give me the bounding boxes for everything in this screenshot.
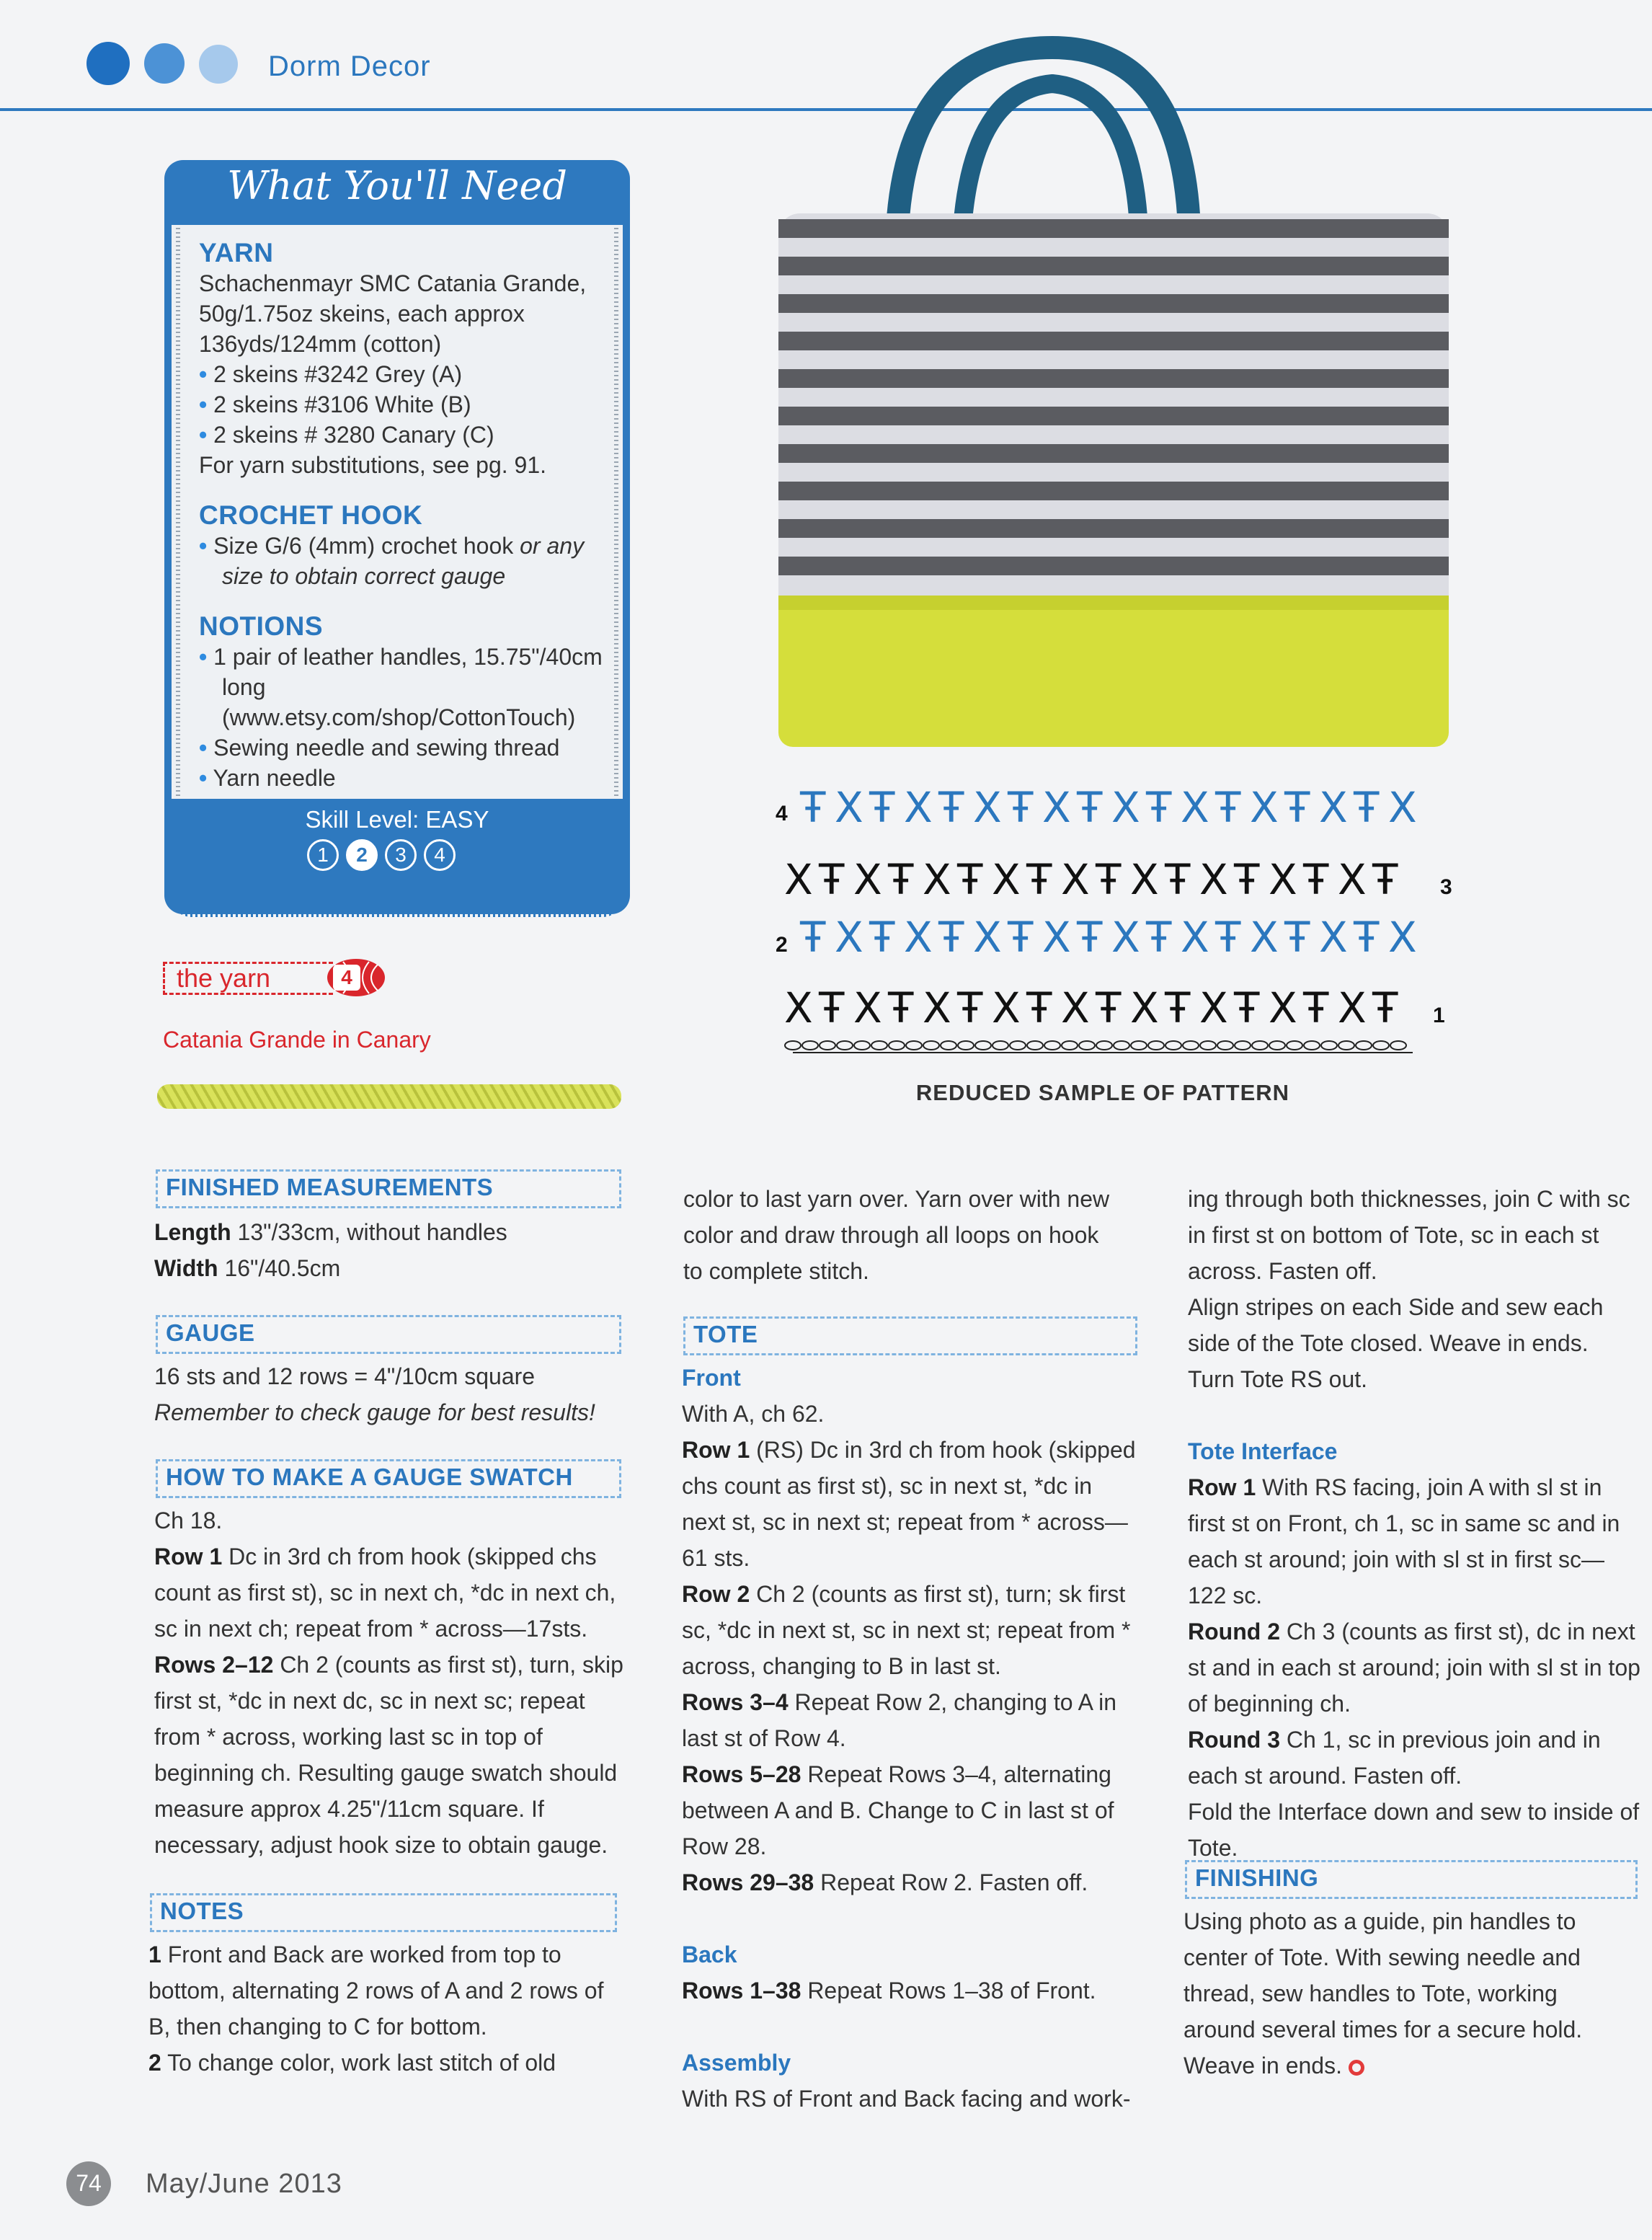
- chain-stitch: [889, 1041, 905, 1050]
- stitch-symbol: X: [1250, 913, 1279, 962]
- chain-stitch: [1252, 1041, 1268, 1050]
- row-label-2: 2: [776, 933, 788, 957]
- hook-heading: CROCHET HOOK: [199, 500, 423, 530]
- tote-title: TOTE: [693, 1321, 758, 1347]
- stitch-symbol: Ŧ: [800, 913, 826, 962]
- tote-photo: [750, 26, 1456, 747]
- yarn-heading: YARN: [199, 238, 274, 267]
- stitch-symbol: Ŧ: [869, 783, 895, 832]
- needs-content: [199, 238, 617, 793]
- finishing-title: FINISHING: [1195, 1864, 1319, 1891]
- stitch-symbol: Ŧ: [1165, 855, 1191, 904]
- ruled-edge-left: [176, 228, 180, 797]
- skill-levels: [307, 839, 487, 871]
- hook-item: • Size G/6 (4mm) crochet hook or any: [199, 533, 585, 559]
- header-dot-1: [86, 42, 130, 85]
- chain-stitch: [820, 1041, 835, 1050]
- stitch-symbol: X: [973, 783, 1002, 832]
- stitch-symbol: X: [992, 855, 1021, 904]
- stitch-symbol: X: [973, 913, 1002, 962]
- tote-stripe: [778, 444, 1449, 463]
- stitch-symbol: Ŧ: [938, 913, 964, 962]
- stitch-symbol: Ŧ: [819, 855, 845, 904]
- chain-stitch: [1148, 1041, 1164, 1050]
- notions-item-3: • Yarn needle: [199, 765, 336, 791]
- chain-stitch: [1096, 1041, 1112, 1050]
- gauge-title: GAUGE: [166, 1319, 255, 1346]
- stitch-symbol: X: [1042, 913, 1071, 962]
- chain-stitch: [1373, 1041, 1389, 1050]
- chain-stitch: [975, 1041, 991, 1050]
- stitch-symbol: Ŧ: [1354, 913, 1380, 962]
- stitch-symbol: Ŧ: [888, 983, 914, 1032]
- skill-level-4: 4: [424, 839, 456, 871]
- col2-continued: color to last yarn over. Yarn over with new color and draw through all loops on hook to complete stitch.: [683, 1186, 1110, 1284]
- chain-stitch: [854, 1041, 870, 1050]
- section-label: Dorm Decor: [268, 50, 431, 82]
- stitch-symbol: X: [1111, 913, 1140, 962]
- skill-level-2: 2: [346, 839, 378, 871]
- stitch-symbol: X: [1319, 913, 1348, 962]
- end-mark-icon: [1349, 2060, 1364, 2076]
- tote-stripe: [778, 482, 1449, 500]
- tote-text: Front With A, ch 62. Row 1 (RS) Dc in 3rd ch from hook (skipped chs count as first st), sc in next st, *dc in next st, sc in next st; repeat from * across—61 sts. Row 2 Ch 2 (counts as first st), turn; sk first sc, *dc in next st, sc in next st; repeat from * across, changing to B in last st. Rows 3–4 Repeat Row 2, changing to A in last st of Row 4. Rows 5–28 Repeat Rows 3–4, alternating between A and B. Change to C in last st of Row 28. Rows 29–38 Repeat Row 2. Fasten off. Back Rows 1–38 Repeat Rows 1–38 of Front. Assembly With RS of Front and Back facing and work-: [682, 1360, 1136, 2117]
- stitch-symbol: X: [784, 983, 813, 1032]
- back-heading: Back: [682, 1942, 737, 1967]
- chain-stitch: [837, 1041, 853, 1050]
- stitch-symbol: X: [835, 913, 863, 962]
- tote-stripe: [778, 294, 1449, 313]
- stitch-symbol: Ŧ: [888, 855, 914, 904]
- stitch-symbol: Ŧ: [1234, 983, 1260, 1032]
- tote-stripe: [778, 519, 1449, 538]
- stitch-symbol: Ŧ: [1354, 783, 1380, 832]
- stitch-symbol: Ŧ: [1146, 913, 1172, 962]
- stitch-symbol: X: [904, 783, 933, 832]
- stitch-symbol: Ŧ: [1008, 783, 1034, 832]
- finished-measurements-title: FINISHED MEASUREMENTS: [166, 1174, 494, 1200]
- yarn-strand-image: [157, 1084, 621, 1109]
- tote-stripe: [778, 332, 1449, 350]
- stitch-symbol: Ŧ: [1372, 983, 1398, 1032]
- stitch-symbol: X: [992, 983, 1021, 1032]
- chain-stitch: [1200, 1041, 1216, 1050]
- notions-heading: NOTIONS: [199, 611, 324, 641]
- needs-box-title: What You'll Need: [227, 163, 567, 208]
- chain-stitch: [1390, 1041, 1406, 1050]
- stitch-symbol: X: [1042, 783, 1071, 832]
- stitch-symbol: X: [923, 855, 951, 904]
- stitch-symbol: Ŧ: [1215, 913, 1241, 962]
- chain-stitch: [802, 1041, 818, 1050]
- row-label-1: 1: [1433, 1004, 1445, 1027]
- stitch-symbol: X: [1061, 855, 1090, 904]
- yarn-caption: Catania Grande in Canary: [163, 1027, 431, 1053]
- stitch-symbol: X: [1269, 983, 1297, 1032]
- stitch-symbol: Ŧ: [938, 783, 964, 832]
- notes-text: 1 Front and Back are worked from top to bottom, alternating 2 rows of A and 2 rows of B, then changing to C for bottom. 2 To change color, work last stitch of old: [148, 1942, 604, 2076]
- chain-stitch: [1114, 1041, 1129, 1050]
- chain-stitch: [1287, 1041, 1302, 1050]
- stitch-symbol: Ŧ: [1165, 983, 1191, 1032]
- chain-stitch: [1235, 1041, 1251, 1050]
- stitch-symbol: X: [1269, 855, 1297, 904]
- tote-stripe: [778, 369, 1449, 388]
- stitch-diagram: [771, 779, 1463, 1067]
- chain-stitch: [958, 1041, 974, 1050]
- stitch-symbol: X: [1319, 783, 1348, 832]
- yarn-item-2: • 2 skeins #3106 White (B): [199, 391, 471, 417]
- row-label-3: 3: [1440, 875, 1452, 899]
- header-dot-2: [144, 43, 185, 84]
- stitch-symbol: X: [923, 983, 951, 1032]
- chain-stitch: [871, 1041, 887, 1050]
- yarn-item-1: • 2 skeins #3242 Grey (A): [199, 361, 463, 387]
- notions-item-2: • Sewing needle and sewing thread: [199, 735, 560, 761]
- chain-stitch: [1062, 1041, 1078, 1050]
- stitch-symbol: Ŧ: [1284, 783, 1310, 832]
- gauge-swatch-title: HOW TO MAKE A GAUGE SWATCH: [166, 1464, 573, 1490]
- chain-stitch: [1338, 1041, 1354, 1050]
- stitch-symbol: X: [1388, 913, 1417, 962]
- tote-stripe: [778, 219, 1449, 238]
- yarn-line-1: Schachenmayr SMC Catania Grande,: [199, 270, 587, 296]
- chain-stitch: [1321, 1041, 1337, 1050]
- header-dot-3: [199, 45, 238, 84]
- gauge-text: 16 sts and 12 rows = 4"/10cm square Remember to check gauge for best results!: [154, 1363, 595, 1425]
- stitch-symbol: Ŧ: [800, 783, 826, 832]
- stitch-symbol: Ŧ: [1096, 983, 1122, 1032]
- stitch-symbol: Ŧ: [1077, 913, 1103, 962]
- chain-stitch: [1010, 1041, 1026, 1050]
- measurements: Length 13"/33cm, without handles Width 16"/40.5cm: [154, 1219, 507, 1281]
- stitch-symbol: X: [1250, 783, 1279, 832]
- chain-stitch: [992, 1041, 1008, 1050]
- stitch-symbol: X: [835, 783, 863, 832]
- stitch-symbol: X: [1111, 783, 1140, 832]
- finishing-text: Using photo as a guide, pin handles to center of Tote. With sewing needle and thread, sew handles to Tote, working around several times for a secure hold. Weave in ends.: [1184, 1908, 1583, 2079]
- stitch-symbol: X: [1181, 913, 1209, 962]
- chain-stitch: [923, 1041, 939, 1050]
- skill-level-1: 1: [307, 839, 339, 871]
- yarn-line-3: 136yds/124mm (cotton): [199, 331, 442, 357]
- chain-stitch: [1165, 1041, 1181, 1050]
- stitch-symbol: Ŧ: [1026, 855, 1052, 904]
- stitch-symbol: X: [853, 983, 882, 1032]
- chain-stitch: [1044, 1041, 1060, 1050]
- yarn-tag-label: the yarn: [177, 963, 271, 993]
- stitch-symbol: Ŧ: [957, 855, 983, 904]
- skill-level-3: 3: [385, 839, 417, 871]
- stitch-symbol: Ŧ: [1303, 983, 1329, 1032]
- chain-stitch: [1183, 1041, 1199, 1050]
- page-number: 74: [76, 2170, 102, 2196]
- stitch-symbol: Ŧ: [1096, 855, 1122, 904]
- stitch-symbol: Ŧ: [1026, 983, 1052, 1032]
- chain-stitch: [1269, 1041, 1285, 1050]
- stitch-symbol: X: [1338, 983, 1367, 1032]
- stitch-symbol: Ŧ: [1234, 855, 1260, 904]
- hook-item-cont: size to obtain correct gauge: [222, 563, 506, 589]
- front-heading: Front: [682, 1365, 741, 1391]
- stitch-symbol: Ŧ: [1372, 855, 1398, 904]
- yarn-item-3: • 2 skeins # 3280 Canary (C): [199, 422, 494, 448]
- stitch-symbol: Ŧ: [1215, 783, 1241, 832]
- gauge-swatch-text: Ch 18. Row 1 Dc in 3rd ch from hook (skipped chs count as first st), sc in next ch, *dc in next ch, sc in next ch; repeat from * across—17sts. Rows 2–12 Ch 2 (counts as first st), turn, skip first st, *dc in next dc, sc in next sc; repeat from * across, working last sc in top of beginning ch. Resulting gauge swatch should measure approx 4.25"/11cm square. If necessary, adjust hook size to obtain gauge.: [154, 1508, 623, 1858]
- interface-heading: Tote Interface: [1188, 1438, 1338, 1464]
- notes-title: NOTES: [160, 1898, 244, 1924]
- stitch-symbol: Ŧ: [869, 913, 895, 962]
- stitch-symbol: X: [1199, 983, 1228, 1032]
- stitch-symbol: X: [1130, 983, 1159, 1032]
- yarn-substitution: For yarn substitutions, see pg. 91.: [199, 452, 547, 478]
- stitch-symbol: X: [784, 855, 813, 904]
- assembly-heading: Assembly: [682, 2050, 791, 2076]
- chain-stitch: [785, 1041, 801, 1050]
- stitch-symbol: Ŧ: [957, 983, 983, 1032]
- chain-stitch: [1027, 1041, 1043, 1050]
- stitch-symbol: X: [1130, 855, 1159, 904]
- chain-stitch: [906, 1041, 922, 1050]
- stitch-symbol: X: [904, 913, 933, 962]
- yarn-tag: [163, 962, 333, 995]
- stitch-symbol: Ŧ: [819, 983, 845, 1032]
- stitch-symbol: X: [1338, 855, 1367, 904]
- stitch-symbol: Ŧ: [1146, 783, 1172, 832]
- notions-item-1: • 1 pair of leather handles, 15.75"/40cm: [199, 644, 603, 670]
- skill-label: Skill Level: EASY: [305, 806, 489, 833]
- tote-stripe: [778, 257, 1449, 275]
- stitch-symbol: X: [1061, 983, 1090, 1032]
- chain-stitch: [1079, 1041, 1095, 1050]
- notions-item-1-cont: long (www.etsy.com/shop/CottonTouch): [222, 674, 576, 730]
- stitch-symbol: Ŧ: [1284, 913, 1310, 962]
- needs-box-bottom-edge: [170, 893, 624, 917]
- yarn-weight-number: 4: [333, 965, 360, 991]
- chain-stitch: [1217, 1041, 1233, 1050]
- stitch-symbol: X: [1388, 783, 1417, 832]
- stitch-symbol: Ŧ: [1303, 855, 1329, 904]
- chain-stitch: [1131, 1041, 1147, 1050]
- tote-stripe: [778, 407, 1449, 425]
- row-label-4: 4: [776, 802, 788, 825]
- stitch-symbol: X: [1181, 783, 1209, 832]
- chain-stitch: [1356, 1041, 1372, 1050]
- col3-text: ing through both thicknesses, join C with sc in first st on bottom of Tote, sc in each st across. Fasten off. Align stripes on each Side and sew each side of the Tote closed. Weave in ends. Turn Tote RS out. Tote Interface Row 1 With RS facing, join A with sl st in first st on Front, ch 1, sc in same sc and in each st around; join with sl st in first sc—122 sc. Round 2 Ch 3 (counts as first st), dc in next st and in each st around; join with sl st in top of beginning ch. Round 3 Ch 1, sc in previous join and in each st around. Fasten off. Fold the Interface down and sew to inside of Tote.: [1188, 1181, 1642, 1866]
- yarn-line-2: 50g/1.75oz skeins, each approx: [199, 301, 525, 327]
- stitch-symbol: Ŧ: [1008, 913, 1034, 962]
- stitch-symbol: Ŧ: [1077, 783, 1103, 832]
- diagram-caption: REDUCED SAMPLE OF PATTERN: [915, 1080, 1290, 1105]
- chain-stitch: [1304, 1041, 1320, 1050]
- issue-date: May/June 2013: [146, 2169, 342, 2199]
- chain-stitch: [941, 1041, 956, 1050]
- tote-stripe: [778, 557, 1449, 575]
- stitch-symbol: X: [1199, 855, 1228, 904]
- stitch-symbol: X: [853, 855, 882, 904]
